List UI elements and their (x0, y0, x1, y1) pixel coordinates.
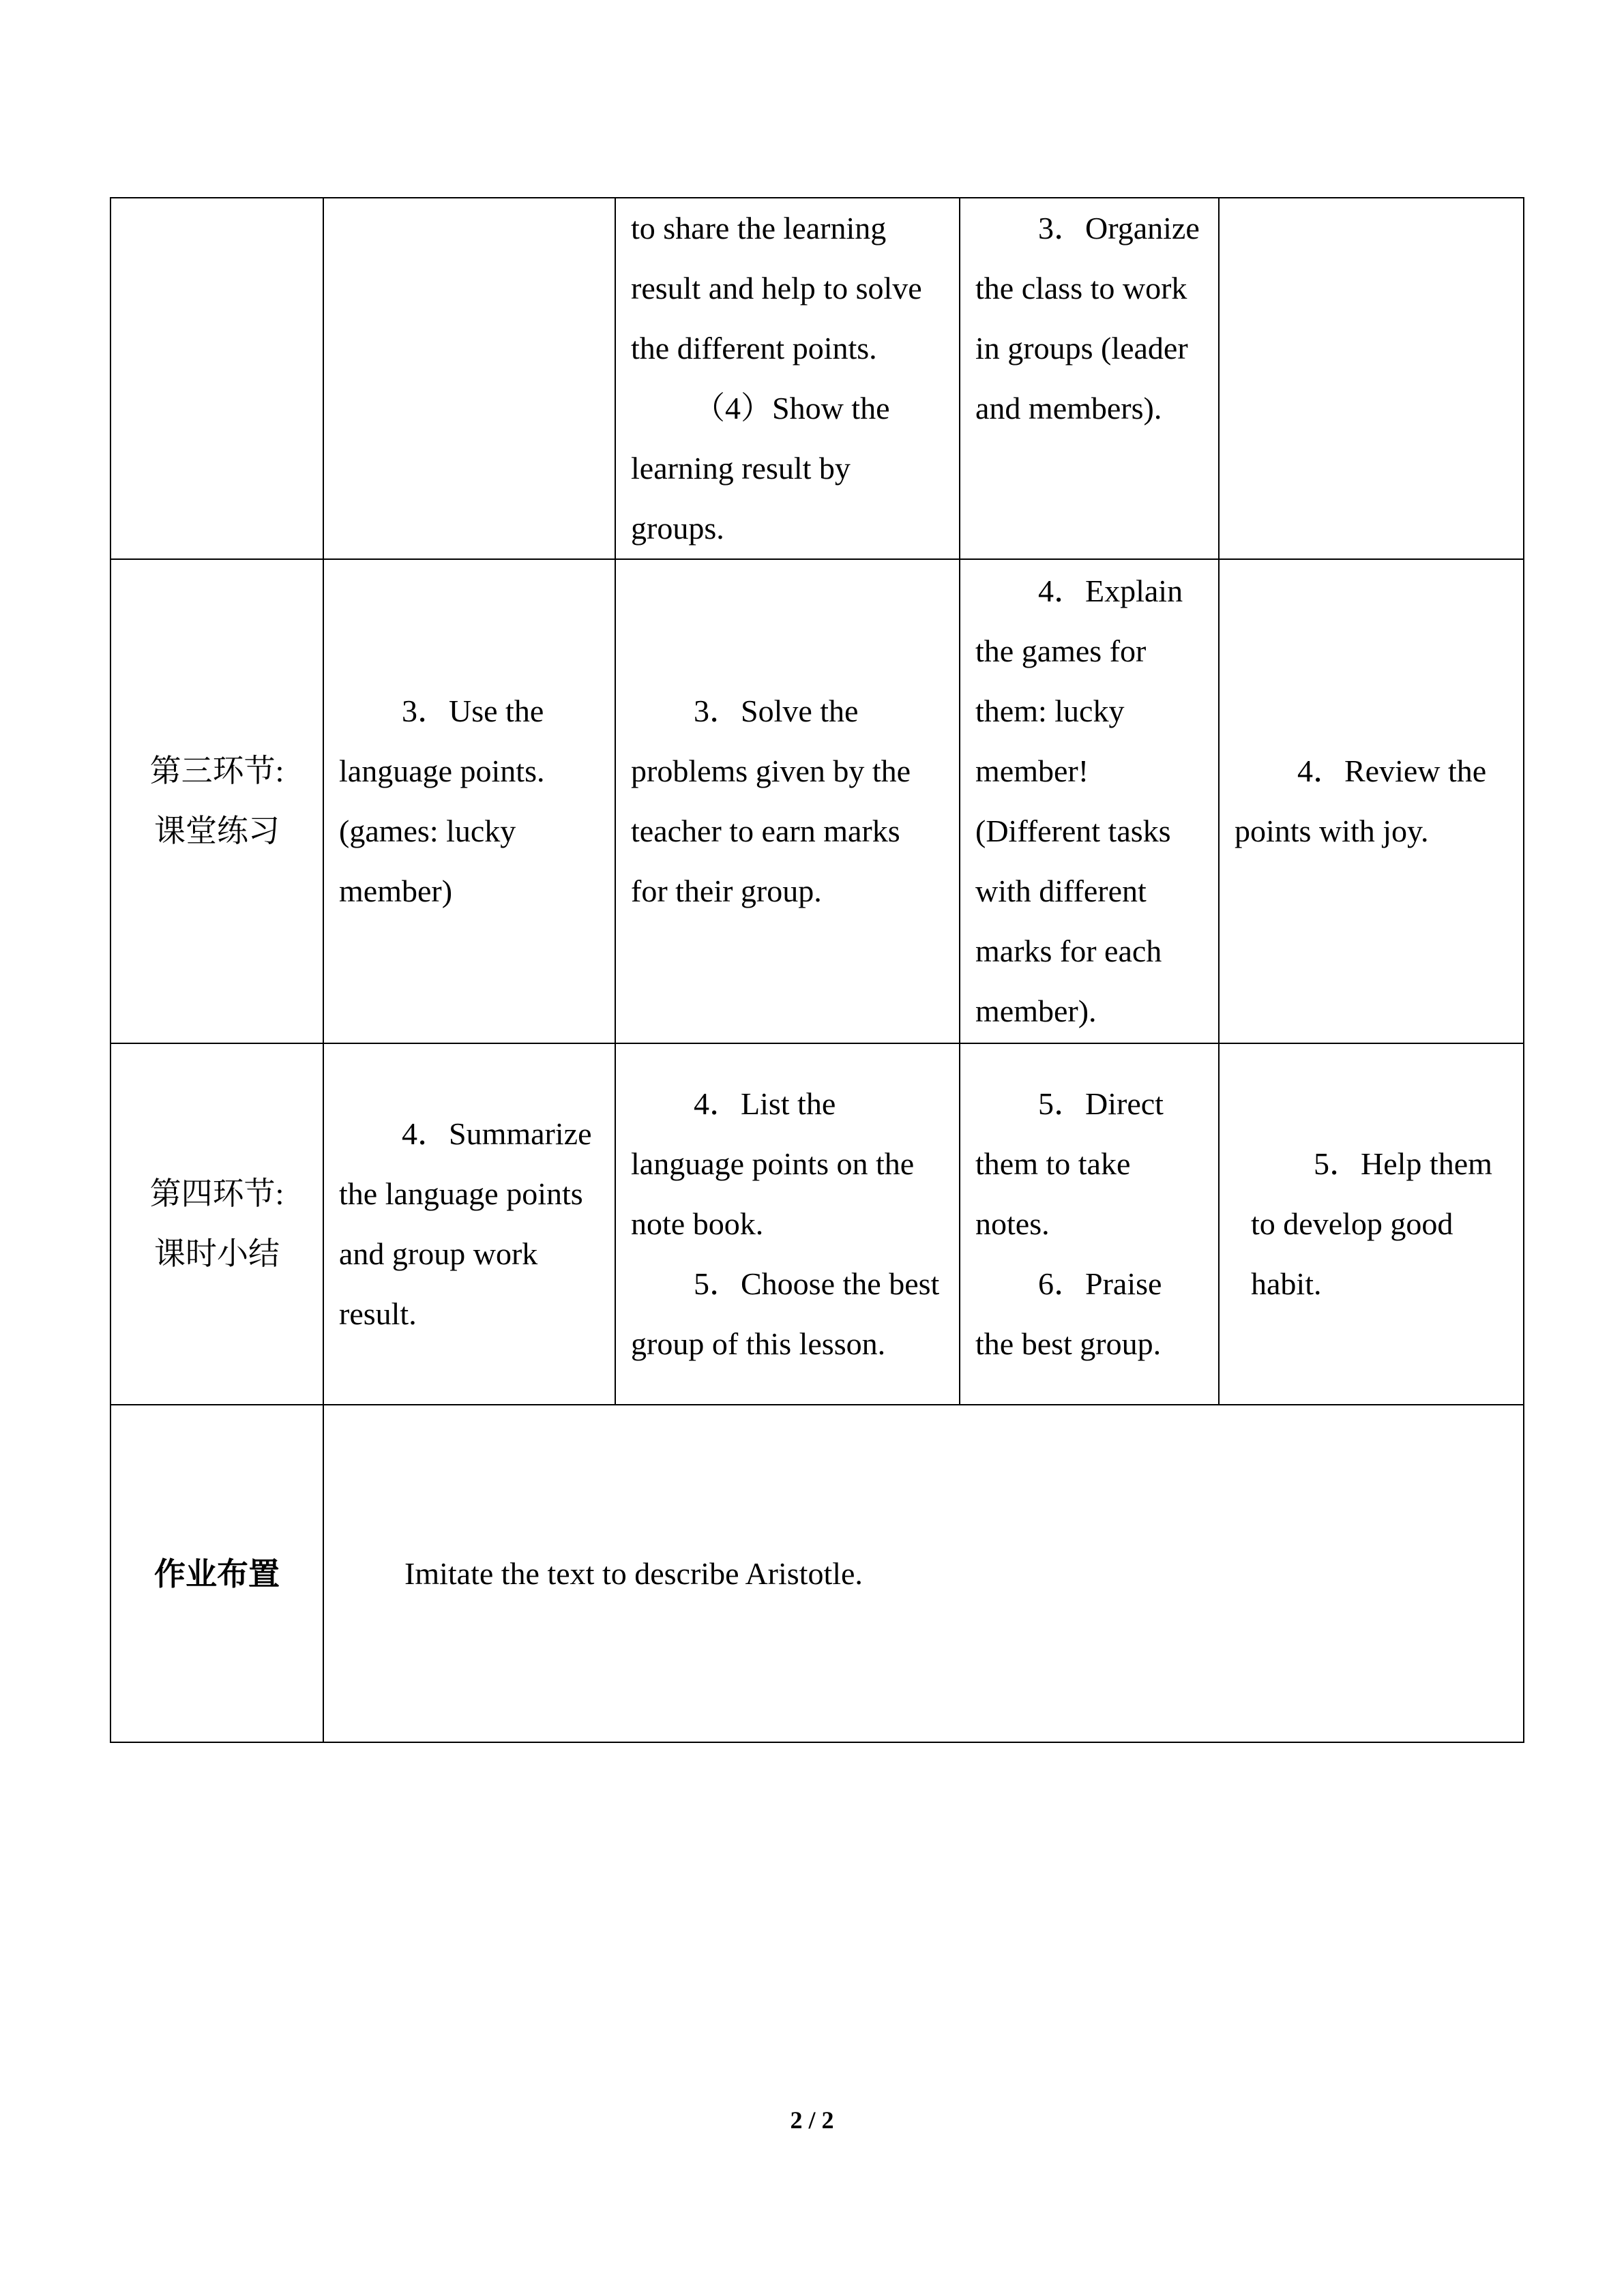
cell-text: 6．Praise the best group. (975, 1266, 1162, 1361)
lesson-plan-table (110, 197, 1524, 1743)
purpose-cell (1219, 198, 1524, 559)
content-cell (323, 559, 615, 1043)
stage-cell (110, 559, 323, 1043)
cell-text: 4．List the language points on the note book. (631, 1086, 915, 1241)
stage-label: 课堂练习 (154, 814, 280, 848)
cell-text: 4．Review the points with joy. (1235, 754, 1487, 848)
stage-cell (110, 1043, 323, 1405)
cell-text: 5．Help them to develop good habit. (1251, 1146, 1492, 1301)
stage-label: 课时小结 (154, 1236, 280, 1271)
cell-text: （4）Show the learning result by groups. (631, 391, 890, 546)
student-activity-cell (615, 1043, 960, 1405)
table-row (110, 1043, 1524, 1405)
cell-text: 3．Use the language points. (games: lucky member) (339, 694, 545, 908)
purpose-cell (1219, 559, 1524, 1043)
stage-cell (110, 198, 323, 559)
page-number: 2 / 2 (790, 2106, 834, 2134)
stage-label: 第三环节: (149, 754, 284, 788)
table-row (110, 559, 1524, 1043)
homework-title: 作业布置 (110, 1405, 323, 1742)
cell-text: 3．Organize the class to work in groups (leader and members). (975, 211, 1200, 426)
student-activity-cell (615, 559, 960, 1043)
cell-text: to share the learning result and help to solve the different points. (631, 211, 922, 366)
teacher-activity-cell (960, 198, 1219, 559)
table-row (110, 198, 1524, 559)
cell-text: 5．Direct them to take notes. (975, 1086, 1164, 1241)
content-cell (323, 1043, 615, 1405)
table-row (110, 1405, 1524, 1742)
student-activity-cell (615, 198, 960, 559)
purpose-cell (1219, 1043, 1524, 1405)
teacher-activity-cell (960, 1043, 1219, 1405)
cell-text: 4．Summarize the language points and group work result. (339, 1116, 592, 1331)
cell-text: 3．Solve the problems given by the teacher to earn marks for their group. (631, 694, 911, 908)
stage-label: 第四环节: (149, 1176, 284, 1211)
content-cell (323, 198, 615, 559)
cell-text: 5．Choose the best group of this lesson. (631, 1266, 940, 1361)
cell-text: 4．Explain the games for them: lucky member! (Different tasks with different marks for each member). (975, 573, 1183, 1028)
teacher-activity-cell (960, 559, 1219, 1043)
homework-text: Imitate the text to describe Aristotle. (323, 1405, 1524, 1742)
